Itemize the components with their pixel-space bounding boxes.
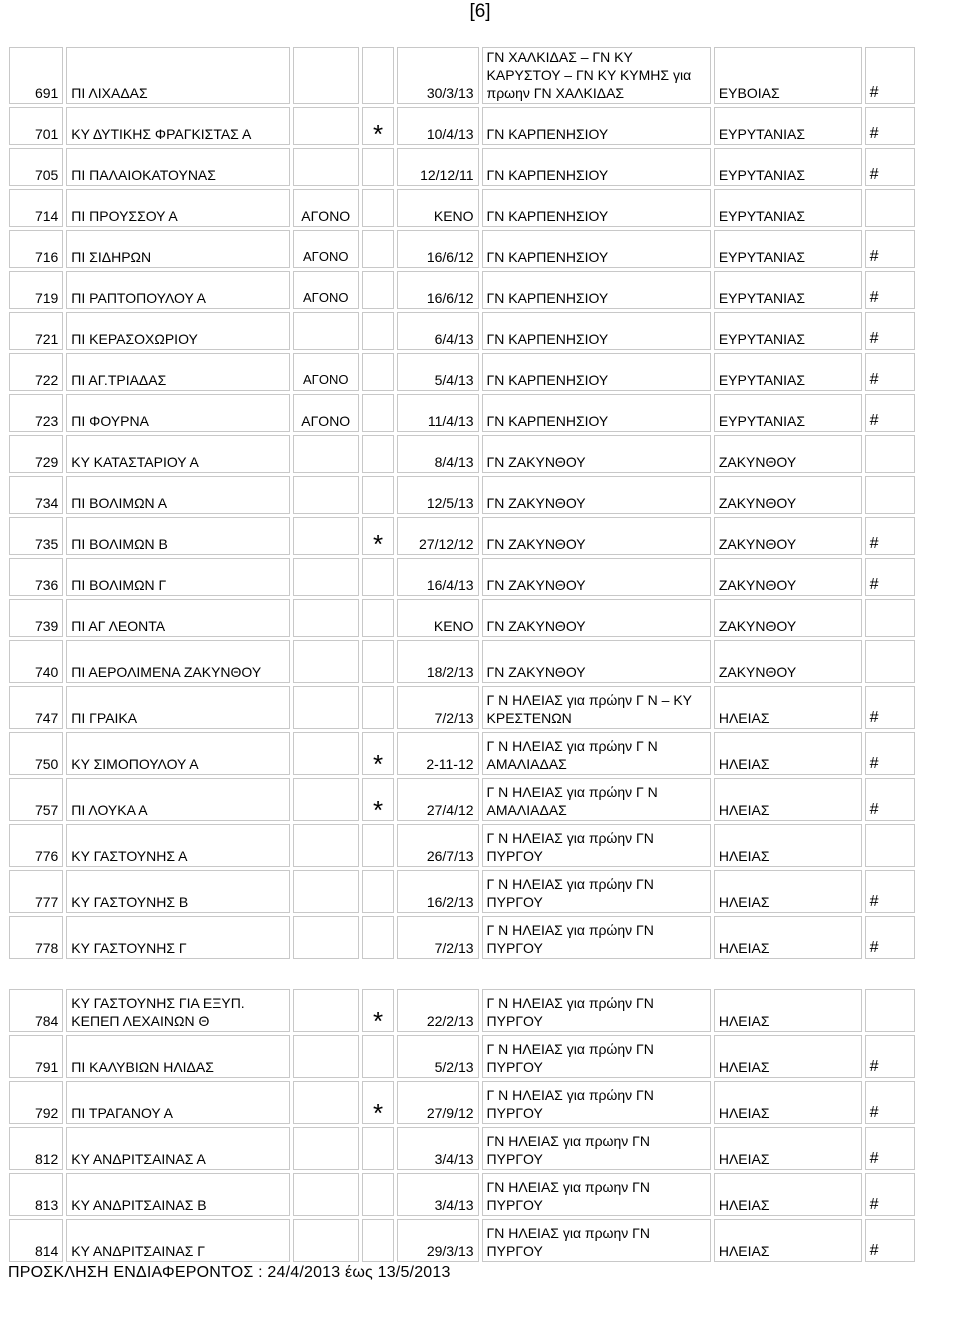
row-star-mark: * — [362, 778, 394, 821]
row-date: 12/5/13 — [397, 476, 478, 514]
row-code: 714 — [9, 189, 63, 227]
row-star-mark: * — [362, 517, 394, 555]
row-star-mark — [362, 47, 394, 104]
row-hash-mark: # — [865, 230, 915, 268]
row-hash-mark — [865, 599, 915, 637]
table-row — [9, 230, 915, 268]
row-date: 11/4/13 — [397, 394, 478, 432]
row-prefecture: ΕΥΡΥΤΑΝΙΑΣ — [714, 230, 862, 268]
row-code: 721 — [9, 312, 63, 350]
table-row — [9, 824, 915, 867]
row-clinic-name: ΠΙ ΚΑΛΥΒΙΩΝ ΗΛΙΔΑΣ — [66, 1035, 289, 1078]
row-prefecture: ΗΛΕΙΑΣ — [714, 686, 862, 729]
row-status — [293, 870, 359, 913]
row-clinic-name: ΠΙ ΑΓ ΛΕΟΝΤΑ — [66, 599, 289, 637]
row-clinic-name: ΠΙ ΒΟΛΙΜΩΝ Γ — [66, 558, 289, 596]
row-date: 22/2/13 — [397, 989, 478, 1032]
table-row — [9, 732, 915, 775]
row-status — [293, 989, 359, 1032]
row-prefecture: ΗΛΕΙΑΣ — [714, 1127, 862, 1170]
row-code: 729 — [9, 435, 63, 473]
row-date: 27/12/12 — [397, 517, 478, 555]
row-prefecture: ΕΥΡΥΤΑΝΙΑΣ — [714, 148, 862, 186]
row-hash-mark — [865, 435, 915, 473]
row-code: 791 — [9, 1035, 63, 1078]
row-prefecture: ΗΛΕΙΑΣ — [714, 732, 862, 775]
row-clinic-name: ΚΥ ΚΑΤΑΣΤΑΡΙΟΥ Α — [66, 435, 289, 473]
row-code: 778 — [9, 916, 63, 959]
row-code: 776 — [9, 824, 63, 867]
row-clinic-name: ΚΥ ΑΝΔΡΙΤΣΑΙΝΑΣ Γ — [66, 1219, 289, 1262]
row-date: ΚΕΝΟ — [397, 599, 478, 637]
row-prefecture: ΕΥΡΥΤΑΝΙΑΣ — [714, 271, 862, 309]
row-clinic-name: ΠΙ ΠΑΛΑΙΟΚΑΤΟΥΝΑΣ — [66, 148, 289, 186]
row-status — [293, 1219, 359, 1262]
row-hash-mark: # — [865, 148, 915, 186]
table-row — [9, 916, 915, 959]
row-status: ΑΓΟΝΟ — [293, 394, 359, 432]
row-date: 16/6/12 — [397, 271, 478, 309]
row-code: 792 — [9, 1081, 63, 1124]
row-clinic-name: ΠΙ ΤΡΑΓΑΝΟΥ Α — [66, 1081, 289, 1124]
table-row — [9, 394, 915, 432]
row-prefecture: ΕΥΡΥΤΑΝΙΑΣ — [714, 353, 862, 391]
row-star-mark — [362, 824, 394, 867]
row-hospital: Γ Ν ΗΛΕΙΑΣ για πρώην ΓΝ ΠΥΡΓΟΥ — [482, 1081, 711, 1124]
row-clinic-name: ΠΙ ΡΑΠΤΟΠΟΥΛΟΥ Α — [66, 271, 289, 309]
row-star-mark — [362, 558, 394, 596]
row-prefecture: ΗΛΕΙΑΣ — [714, 1173, 862, 1216]
row-code: 747 — [9, 686, 63, 729]
row-clinic-name: ΚΥ ΑΝΔΡΙΤΣΑΙΝΑΣ Α — [66, 1127, 289, 1170]
row-hash-mark: # — [865, 870, 915, 913]
row-hospital: ΓΝ ΖΑΚΥΝΘΟΥ — [482, 476, 711, 514]
row-date: 16/6/12 — [397, 230, 478, 268]
row-hospital: Γ Ν ΗΛΕΙΑΣ για πρώην ΓΝ ΠΥΡΓΟΥ — [482, 916, 711, 959]
row-date: 7/2/13 — [397, 916, 478, 959]
row-hospital: ΓΝ ΗΛΕΙΑΣ για πρωην ΓΝ ΠΥΡΓΟΥ — [482, 1127, 711, 1170]
row-hospital: ΓΝ ΚΑΡΠΕΝΗΣΙΟΥ — [482, 107, 711, 145]
table-row — [9, 271, 915, 309]
row-code: 701 — [9, 107, 63, 145]
row-hospital: ΓΝ ΚΑΡΠΕΝΗΣΙΟΥ — [482, 312, 711, 350]
table-row — [9, 1081, 915, 1124]
row-hospital: Γ Ν ΗΛΕΙΑΣ για πρώην ΓΝ ΠΥΡΓΟΥ — [482, 870, 711, 913]
row-hospital: ΓΝ ΖΑΚΥΝΘΟΥ — [482, 640, 711, 683]
row-prefecture: ΗΛΕΙΑΣ — [714, 1035, 862, 1078]
row-hospital: Γ Ν ΗΛΕΙΑΣ για πρώην Γ Ν ΑΜΑΛΙΑΔΑΣ — [482, 778, 711, 821]
row-star-mark — [362, 916, 394, 959]
table-row — [9, 989, 915, 1032]
row-hash-mark: # — [865, 271, 915, 309]
row-status — [293, 1127, 359, 1170]
row-star-mark — [362, 686, 394, 729]
row-date: 8/4/13 — [397, 435, 478, 473]
row-star-mark — [362, 435, 394, 473]
row-star-mark — [362, 312, 394, 350]
row-date: 2-11-12 — [397, 732, 478, 775]
row-star-mark — [362, 1173, 394, 1216]
row-code: 757 — [9, 778, 63, 821]
row-hospital: Γ Ν ΗΛΕΙΑΣ για πρώην ΓΝ ΠΥΡΓΟΥ — [482, 824, 711, 867]
row-clinic-name: ΠΙ ΣΙΔΗΡΩΝ — [66, 230, 289, 268]
positions-table-bottom — [6, 986, 918, 1265]
row-status — [293, 824, 359, 867]
row-clinic-name: ΚΥ ΓΑΣΤΟΥΝΗΣ ΓΙΑ ΕΞΥΠ. ΚΕΠΕΠ ΛΕΧΑΙΝΩΝ Θ — [66, 989, 289, 1032]
row-code: 734 — [9, 476, 63, 514]
row-star-mark — [362, 148, 394, 186]
row-prefecture: ΕΥΒΟΙΑΣ — [714, 47, 862, 104]
row-status: ΑΓΟΝΟ — [293, 189, 359, 227]
row-star-mark: * — [362, 107, 394, 145]
row-status — [293, 916, 359, 959]
row-code: 719 — [9, 271, 63, 309]
table-row — [9, 1035, 915, 1078]
row-status — [293, 778, 359, 821]
table-row — [9, 1127, 915, 1170]
row-hash-mark: # — [865, 686, 915, 729]
row-code: 716 — [9, 230, 63, 268]
row-hash-mark: # — [865, 778, 915, 821]
row-date: 27/9/12 — [397, 1081, 478, 1124]
row-star-mark — [362, 1035, 394, 1078]
row-date: 16/4/13 — [397, 558, 478, 596]
row-hospital: ΓΝ ΚΑΡΠΕΝΗΣΙΟΥ — [482, 148, 711, 186]
row-hospital: ΓΝ ΧΑΛΚΙΔΑΣ – ΓΝ ΚΥ ΚΑΡΥΣΤΟΥ – ΓΝ ΚΥ ΚΥΜΗΣ για πρωην ΓΝ ΧΑΛΚΙΔΑΣ — [482, 47, 711, 104]
row-date: 27/4/12 — [397, 778, 478, 821]
row-prefecture: ΖΑΚΥΝΘΟΥ — [714, 517, 862, 555]
table-row — [9, 435, 915, 473]
row-prefecture: ΕΥΡΥΤΑΝΙΑΣ — [714, 394, 862, 432]
table-row — [9, 558, 915, 596]
row-code: 812 — [9, 1127, 63, 1170]
row-status — [293, 1081, 359, 1124]
row-prefecture: ΗΛΕΙΑΣ — [714, 916, 862, 959]
row-clinic-name: ΠΙ ΛΙΧΑΔΑΣ — [66, 47, 289, 104]
row-status — [293, 47, 359, 104]
row-code: 777 — [9, 870, 63, 913]
row-hospital: ΓΝ ΖΑΚΥΝΘΟΥ — [482, 558, 711, 596]
row-prefecture: ΖΑΚΥΝΘΟΥ — [714, 435, 862, 473]
row-hash-mark: # — [865, 1127, 915, 1170]
row-code: 723 — [9, 394, 63, 432]
row-clinic-name: ΠΙ ΑΕΡΟΛΙΜΕΝΑ ΖΑΚΥΝΘΟΥ — [66, 640, 289, 683]
row-status — [293, 148, 359, 186]
row-prefecture: ΗΛΕΙΑΣ — [714, 1219, 862, 1262]
row-clinic-name: ΚΥ ΔΥΤΙΚΗΣ ΦΡΑΓΚΙΣΤΑΣ Α — [66, 107, 289, 145]
row-star-mark: * — [362, 1081, 394, 1124]
row-star-mark: * — [362, 989, 394, 1032]
row-status — [293, 732, 359, 775]
row-hash-mark — [865, 476, 915, 514]
row-status — [293, 517, 359, 555]
row-clinic-name: ΠΙ ΚΕΡΑΣΟΧΩΡΙΟΥ — [66, 312, 289, 350]
row-hospital: Γ Ν ΗΛΕΙΑΣ για πρώην ΓΝ ΠΥΡΓΟΥ — [482, 989, 711, 1032]
row-code: 813 — [9, 1173, 63, 1216]
row-code: 722 — [9, 353, 63, 391]
table-row — [9, 312, 915, 350]
row-hash-mark — [865, 989, 915, 1032]
table-row — [9, 599, 915, 637]
row-hash-mark: # — [865, 1035, 915, 1078]
row-clinic-name: ΠΙ ΒΟΛΙΜΩΝ Β — [66, 517, 289, 555]
row-date: 16/2/13 — [397, 870, 478, 913]
table-row — [9, 189, 915, 227]
table-row — [9, 517, 915, 555]
row-date: 18/2/13 — [397, 640, 478, 683]
row-star-mark — [362, 640, 394, 683]
row-hospital: ΓΝ ΚΑΡΠΕΝΗΣΙΟΥ — [482, 230, 711, 268]
row-star-mark — [362, 476, 394, 514]
row-date: 3/4/13 — [397, 1127, 478, 1170]
row-date: 30/3/13 — [397, 47, 478, 104]
row-hospital: ΓΝ ΗΛΕΙΑΣ για πρωην ΓΝ ΠΥΡΓΟΥ — [482, 1173, 711, 1216]
row-clinic-name: ΚΥ ΑΝΔΡΙΤΣΑΙΝΑΣ Β — [66, 1173, 289, 1216]
row-clinic-name: ΚΥ ΓΑΣΤΟΥΝΗΣ Β — [66, 870, 289, 913]
row-prefecture: ΕΥΡΥΤΑΝΙΑΣ — [714, 189, 862, 227]
row-status: ΑΓΟΝΟ — [293, 271, 359, 309]
row-code: 705 — [9, 148, 63, 186]
row-status — [293, 312, 359, 350]
row-hash-mark: # — [865, 1081, 915, 1124]
row-hospital: ΓΝ ΖΑΚΥΝΘΟΥ — [482, 517, 711, 555]
row-star-mark — [362, 271, 394, 309]
row-hash-mark: # — [865, 732, 915, 775]
row-hash-mark: # — [865, 353, 915, 391]
row-date: 5/2/13 — [397, 1035, 478, 1078]
table-row — [9, 778, 915, 821]
row-status — [293, 640, 359, 683]
row-hospital: ΓΝ ΚΑΡΠΕΝΗΣΙΟΥ — [482, 189, 711, 227]
row-star-mark — [362, 1219, 394, 1262]
row-prefecture: ΖΑΚΥΝΘΟΥ — [714, 558, 862, 596]
table-row — [9, 107, 915, 145]
row-hospital: Γ Ν ΗΛΕΙΑΣ για πρώην Γ Ν – ΚΥ ΚΡΕΣΤΕΝΩΝ — [482, 686, 711, 729]
row-clinic-name: ΠΙ ΒΟΛΙΜΩΝ Α — [66, 476, 289, 514]
row-hash-mark: # — [865, 1173, 915, 1216]
row-hash-mark — [865, 189, 915, 227]
row-code: 691 — [9, 47, 63, 104]
row-date: 10/4/13 — [397, 107, 478, 145]
row-star-mark — [362, 353, 394, 391]
positions-table-top — [6, 44, 918, 962]
row-prefecture: ΗΛΕΙΑΣ — [714, 1081, 862, 1124]
row-date: 12/12/11 — [397, 148, 478, 186]
row-clinic-name: ΠΙ ΠΡΟΥΣΣΟΥ Α — [66, 189, 289, 227]
row-status — [293, 599, 359, 637]
row-status — [293, 1035, 359, 1078]
row-prefecture: ΕΥΡΥΤΑΝΙΑΣ — [714, 107, 862, 145]
announcement-footer: ΠΡΟΣΚΛΗΣΗ ΕΝΔΙΑΦΕΡΟΝΤΟΣ : 24/4/2013 έως 13/5/2013 — [8, 1264, 451, 1281]
row-status: ΑΓΟΝΟ — [293, 353, 359, 391]
row-date: ΚΕΝΟ — [397, 189, 478, 227]
row-star-mark — [362, 1127, 394, 1170]
table-row — [9, 47, 915, 104]
row-hash-mark — [865, 824, 915, 867]
row-hash-mark: # — [865, 394, 915, 432]
row-code: 735 — [9, 517, 63, 555]
row-hospital: ΓΝ ΚΑΡΠΕΝΗΣΙΟΥ — [482, 353, 711, 391]
row-date: 6/4/13 — [397, 312, 478, 350]
table-row — [9, 148, 915, 186]
row-hospital: ΓΝ ΖΑΚΥΝΘΟΥ — [482, 435, 711, 473]
row-status — [293, 558, 359, 596]
table-row — [9, 1173, 915, 1216]
table-row — [9, 870, 915, 913]
row-hospital: ΓΝ ΚΑΡΠΕΝΗΣΙΟΥ — [482, 394, 711, 432]
row-code: 750 — [9, 732, 63, 775]
row-status — [293, 435, 359, 473]
row-star-mark — [362, 189, 394, 227]
table-row — [9, 353, 915, 391]
row-prefecture: ΖΑΚΥΝΘΟΥ — [714, 640, 862, 683]
row-prefecture: ΖΑΚΥΝΘΟΥ — [714, 476, 862, 514]
row-hash-mark: # — [865, 107, 915, 145]
row-prefecture: ΗΛΕΙΑΣ — [714, 824, 862, 867]
row-code: 784 — [9, 989, 63, 1032]
row-hospital: ΓΝ ΗΛΕΙΑΣ για πρωην ΓΝ ΠΥΡΓΟΥ — [482, 1219, 711, 1262]
row-clinic-name: ΠΙ ΦΟΥΡΝΑ — [66, 394, 289, 432]
row-hospital: Γ Ν ΗΛΕΙΑΣ για πρώην ΓΝ ΠΥΡΓΟΥ — [482, 1035, 711, 1078]
row-prefecture: ΗΛΕΙΑΣ — [714, 870, 862, 913]
row-star-mark: * — [362, 732, 394, 775]
row-prefecture: ΕΥΡΥΤΑΝΙΑΣ — [714, 312, 862, 350]
row-hash-mark: # — [865, 47, 915, 104]
row-hospital: ΓΝ ΚΑΡΠΕΝΗΣΙΟΥ — [482, 271, 711, 309]
table-row — [9, 640, 915, 683]
row-hash-mark: # — [865, 517, 915, 555]
row-hash-mark — [865, 640, 915, 683]
table-row — [9, 476, 915, 514]
row-code: 739 — [9, 599, 63, 637]
row-star-mark — [362, 599, 394, 637]
table-row — [9, 1219, 915, 1262]
row-clinic-name: ΚΥ ΣΙΜΟΠΟΥΛΟΥ Α — [66, 732, 289, 775]
row-status: ΑΓΟΝΟ — [293, 230, 359, 268]
row-clinic-name: ΠΙ ΓΡΑΙΚΑ — [66, 686, 289, 729]
row-hospital: Γ Ν ΗΛΕΙΑΣ για πρώην Γ Ν ΑΜΑΛΙΑΔΑΣ — [482, 732, 711, 775]
row-hash-mark: # — [865, 916, 915, 959]
row-clinic-name: ΚΥ ΓΑΣΤΟΥΝΗΣ Α — [66, 824, 289, 867]
row-code: 814 — [9, 1219, 63, 1262]
row-code: 736 — [9, 558, 63, 596]
row-star-mark — [362, 230, 394, 268]
row-prefecture: ΗΛΕΙΑΣ — [714, 778, 862, 821]
row-date: 29/3/13 — [397, 1219, 478, 1262]
row-date: 26/7/13 — [397, 824, 478, 867]
table-row — [9, 686, 915, 729]
row-prefecture: ΖΑΚΥΝΘΟΥ — [714, 599, 862, 637]
row-clinic-name: ΠΙ ΛΟΥΚΑ Α — [66, 778, 289, 821]
row-prefecture: ΗΛΕΙΑΣ — [714, 989, 862, 1032]
row-date: 7/2/13 — [397, 686, 478, 729]
row-status — [293, 1173, 359, 1216]
row-star-mark — [362, 870, 394, 913]
row-date: 5/4/13 — [397, 353, 478, 391]
row-status — [293, 107, 359, 145]
row-date: 3/4/13 — [397, 1173, 478, 1216]
row-status — [293, 686, 359, 729]
page-number: [6] — [469, 1, 491, 22]
row-status — [293, 476, 359, 514]
row-clinic-name: ΠΙ ΑΓ.ΤΡΙΑΔΑΣ — [66, 353, 289, 391]
row-hash-mark: # — [865, 558, 915, 596]
row-star-mark — [362, 394, 394, 432]
row-hash-mark: # — [865, 312, 915, 350]
row-code: 740 — [9, 640, 63, 683]
row-hash-mark: # — [865, 1219, 915, 1262]
row-hospital: ΓΝ ΖΑΚΥΝΘΟΥ — [482, 599, 711, 637]
row-clinic-name: ΚΥ ΓΑΣΤΟΥΝΗΣ Γ — [66, 916, 289, 959]
